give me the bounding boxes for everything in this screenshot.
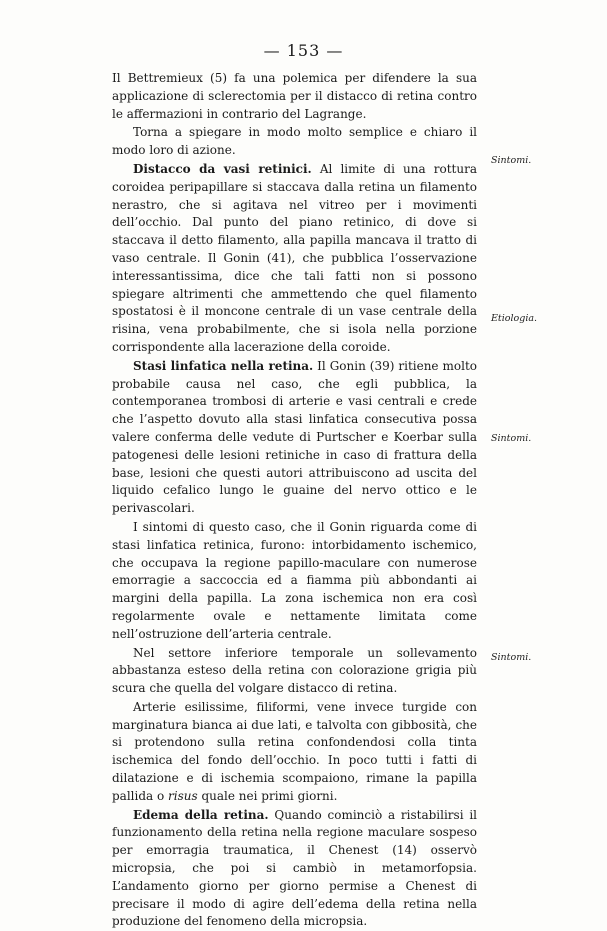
text-run: Quando cominciò a ristabilirsi il funzionamento della retina nella regione maculare sospeso per emorragia traumatica, il Chenest (14) osservò micropsia, che poi si cambiò in metamorfopsia. L’andamento giorno per giorno permise a Chenest di precisare il modo di agire dell’edema della retina nella produzione del fenomeno della micropsia. <box>112 807 477 929</box>
paragraph <box>112 645 477 698</box>
body-text <box>112 70 477 931</box>
paragraph <box>112 70 477 123</box>
page-number: — 153 — <box>263 41 344 60</box>
paragraph <box>112 161 477 357</box>
paragraph <box>112 807 477 931</box>
text-run: I sintomi di questo caso, che il Gonin riguarda come di stasi linfatica retinica, furono: intorbidamento ischemico, che occupava la regione papillo-maculare con numerose emorragie a saccoccia ed a fiamma più abbondanti ai margini della papilla. La zona ischemica non era così regolarmente ovale e nettamente limitata come nell’ostruzione dell’arteria centrale. <box>112 519 477 641</box>
paragraph <box>112 358 477 518</box>
paragraph <box>112 519 477 644</box>
margin-note-sintomi: Sintomi. <box>491 155 532 166</box>
text-run: Il Gonin (39) ritiene molto probabile causa nel caso, che egli pubblica, la contemporanea trombosi di arterie e vasi centrali e crede che l’aspetto dovuto alla stasi linfatica consecutiva possa valere conferma delle vedute di Purtscher e Koerbar sulla patogenesi delle lesioni retiniche in caso di frattura della base, lesioni che questi autori attribuiscono ad uscita del liquido cefalico lungo le guaine del nervo ottico e le perivascolari. <box>112 358 477 516</box>
text-run: Nel settore inferiore temporale un sollevamento abbastanza esteso della retina con colorazione grigia più scura che quella del volgare distacco di retina. <box>112 645 477 696</box>
text-run: Il Bettremieux (5) fa una polemica per difendere la sua applicazione di sclerectomia per il distacco di retina contro le affermazioni in contrario del Lagrange. <box>112 71 477 121</box>
italic-term: risus <box>168 788 198 803</box>
text-run: quale nei primi giorni. <box>197 788 338 803</box>
section-heading: Distacco da vasi retinici. <box>133 161 312 176</box>
margin-note-sintomi: Sintomi. <box>491 433 532 444</box>
text-run: Al limite di una rottura coroidea peripapillare si staccava dalla retina un filamento nerastro, che si agitava nel vitreo per i movimenti dell’occhio. Dal punto del piano retinico, di dove si staccava il detto filamento, alla papilla mancava il tratto di vaso centrale. Il Gonin (41), che pubblica l’osservazione interessantissima, dice che tali fatti non si possono spiegare altrimenti che ammettendo che quel filamento spostatosi è il moncone centrale di un vase centrale della risina, vena probabilmente, che si isola nella porzione corrispondente alla lacerazione della coroide. <box>112 161 477 354</box>
margin-note-sintomi: Sintomi. <box>491 652 532 663</box>
text-run: Torna a spiegare in modo molto semplice e chiaro il modo loro di azione. <box>112 125 477 158</box>
section-heading: Stasi linfatica nella retina. <box>133 358 314 373</box>
paragraph <box>112 124 477 160</box>
paragraph <box>112 699 477 806</box>
margin-note-etiologia: Etiologia. <box>491 313 538 324</box>
section-heading: Edema della retina. <box>133 807 269 822</box>
text-run: Arterie esilissime, filiformi, vene invece turgide con marginatura bianca ai due lati, e talvolta con gibbosità, che si protendono sulla retina confondendosi colla tinta ischemica del fondo dell’occhio. In poco tutti i fatti di dilatazione e di ischemia scompaiono, rimane la papilla pallida o <box>112 699 477 803</box>
